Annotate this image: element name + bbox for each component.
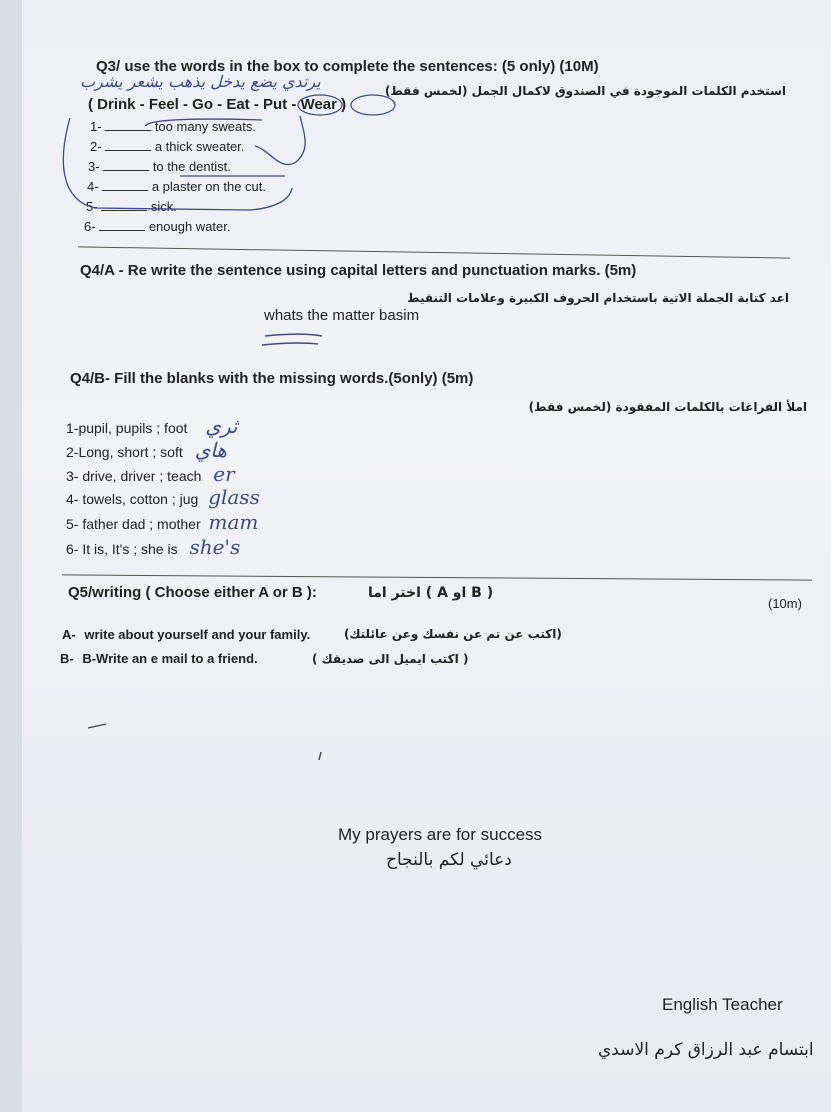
item-text: to the dentist. bbox=[152, 159, 231, 174]
closing-english: My prayers are for success bbox=[338, 825, 543, 844]
handwritten-answer[interactable]: ثري bbox=[205, 414, 238, 438]
option-a-text: write about yourself and your family. bbox=[84, 627, 311, 642]
q4b-title: Q4/B- Fill the blanks with the missing words.(5only) (5m) bbox=[70, 370, 474, 387]
q5-arabic-choice: ( B او A ) اختر اما bbox=[368, 585, 494, 601]
handwritten-answer[interactable]: glass bbox=[208, 485, 260, 509]
item-text: 2-Long, short ; soft bbox=[66, 444, 183, 460]
q3-arabic-instruction: استخدم الكلمات الموجودة في الصندوق لاكمال الجمل (لخمس فقط) bbox=[384, 84, 786, 98]
teacher-title: English Teacher bbox=[662, 995, 783, 1014]
option-b-label: B- bbox=[60, 651, 74, 666]
handwritten-answer[interactable]: هاي bbox=[194, 438, 227, 462]
item-number: 2- bbox=[90, 139, 102, 154]
list-item bbox=[66, 485, 260, 509]
q5-marks: (10m) bbox=[768, 596, 802, 611]
list-item bbox=[66, 414, 238, 438]
q5-title: Q5/writing ( Choose either A or B ): bbox=[68, 584, 317, 601]
list-item bbox=[90, 139, 244, 154]
list-item bbox=[90, 119, 256, 134]
q3-handwriting: يرتدي يضع يدخل يذهب يشعر يشرب bbox=[80, 72, 321, 91]
answer-blank[interactable] bbox=[101, 210, 147, 211]
q5-option-b-arabic: ( اكتب ايميل الى صديقك ) bbox=[312, 652, 469, 666]
item-text: sick. bbox=[150, 199, 177, 214]
list-item bbox=[86, 199, 177, 214]
list-item bbox=[88, 159, 231, 174]
item-number: 5- bbox=[86, 199, 98, 214]
option-b-text: B-Write an e mail to a friend. bbox=[82, 651, 258, 666]
list-item bbox=[66, 438, 227, 462]
handwritten-answer[interactable]: mam bbox=[208, 510, 259, 534]
teacher-name: ابتسام عبد الرزاق كرم الاسدي bbox=[598, 1040, 814, 1060]
answer-blank[interactable] bbox=[103, 170, 149, 171]
q5-option-b bbox=[60, 651, 258, 666]
list-item bbox=[66, 510, 258, 534]
item-text: 3- drive, driver ; teach bbox=[66, 468, 202, 484]
list-item bbox=[84, 219, 231, 234]
answer-blank[interactable] bbox=[102, 190, 148, 191]
item-number: 1- bbox=[90, 119, 102, 134]
q5-option-a bbox=[62, 627, 310, 642]
item-text: a thick sweater. bbox=[154, 139, 245, 154]
list-item bbox=[66, 462, 235, 486]
item-text: enough water. bbox=[148, 219, 231, 234]
item-text: 5- father dad ; mother bbox=[66, 516, 201, 532]
item-number: 6- bbox=[84, 219, 96, 234]
answer-blank[interactable] bbox=[105, 130, 151, 131]
item-text: 6- It is, It's ; she is bbox=[66, 541, 178, 557]
q3-title: Q3/ use the words in the box to complete the sentences: (5 only) (10M) bbox=[96, 58, 599, 75]
handwritten-answer[interactable]: er bbox=[213, 462, 235, 486]
answer-blank[interactable] bbox=[105, 150, 151, 151]
closing-arabic: دعائي لكم بالنجاح bbox=[386, 850, 512, 870]
q4b-arabic-instruction: املأ الفراغات بالكلمات المفقودة (لخمس فقط) bbox=[528, 400, 807, 414]
handwritten-answer[interactable]: she's bbox=[189, 535, 241, 559]
item-text: 4- towels, cotton ; jug bbox=[66, 491, 199, 507]
option-a-label: A- bbox=[62, 627, 76, 642]
item-text: 1-pupil, pupils ; foot bbox=[66, 420, 188, 436]
q5-option-a-arabic: (اكتب عن تم عن نفسك وعن عائلتك) bbox=[344, 627, 562, 641]
answer-blank[interactable] bbox=[99, 230, 145, 231]
list-item bbox=[87, 179, 266, 194]
list-item bbox=[66, 535, 240, 559]
item-text: too many sweats. bbox=[154, 119, 256, 134]
item-text: a plaster on the cut. bbox=[151, 179, 266, 194]
item-number: 3- bbox=[88, 159, 100, 174]
q3-word-box: ( Drink - Feel - Go - Eat - Put - Wear ) bbox=[88, 96, 347, 113]
item-number: 4- bbox=[87, 179, 99, 194]
q4a-arabic-instruction: اعد كتابة الجملة الاتية باستخدام الحروف الكبيرة وعلامات التنقيط bbox=[407, 291, 789, 305]
q4a-title: Q4/A - Re write the sentence using capital letters and punctuation marks. (5m) bbox=[80, 262, 637, 279]
q4a-sentence: whats the matter basim bbox=[264, 307, 420, 324]
